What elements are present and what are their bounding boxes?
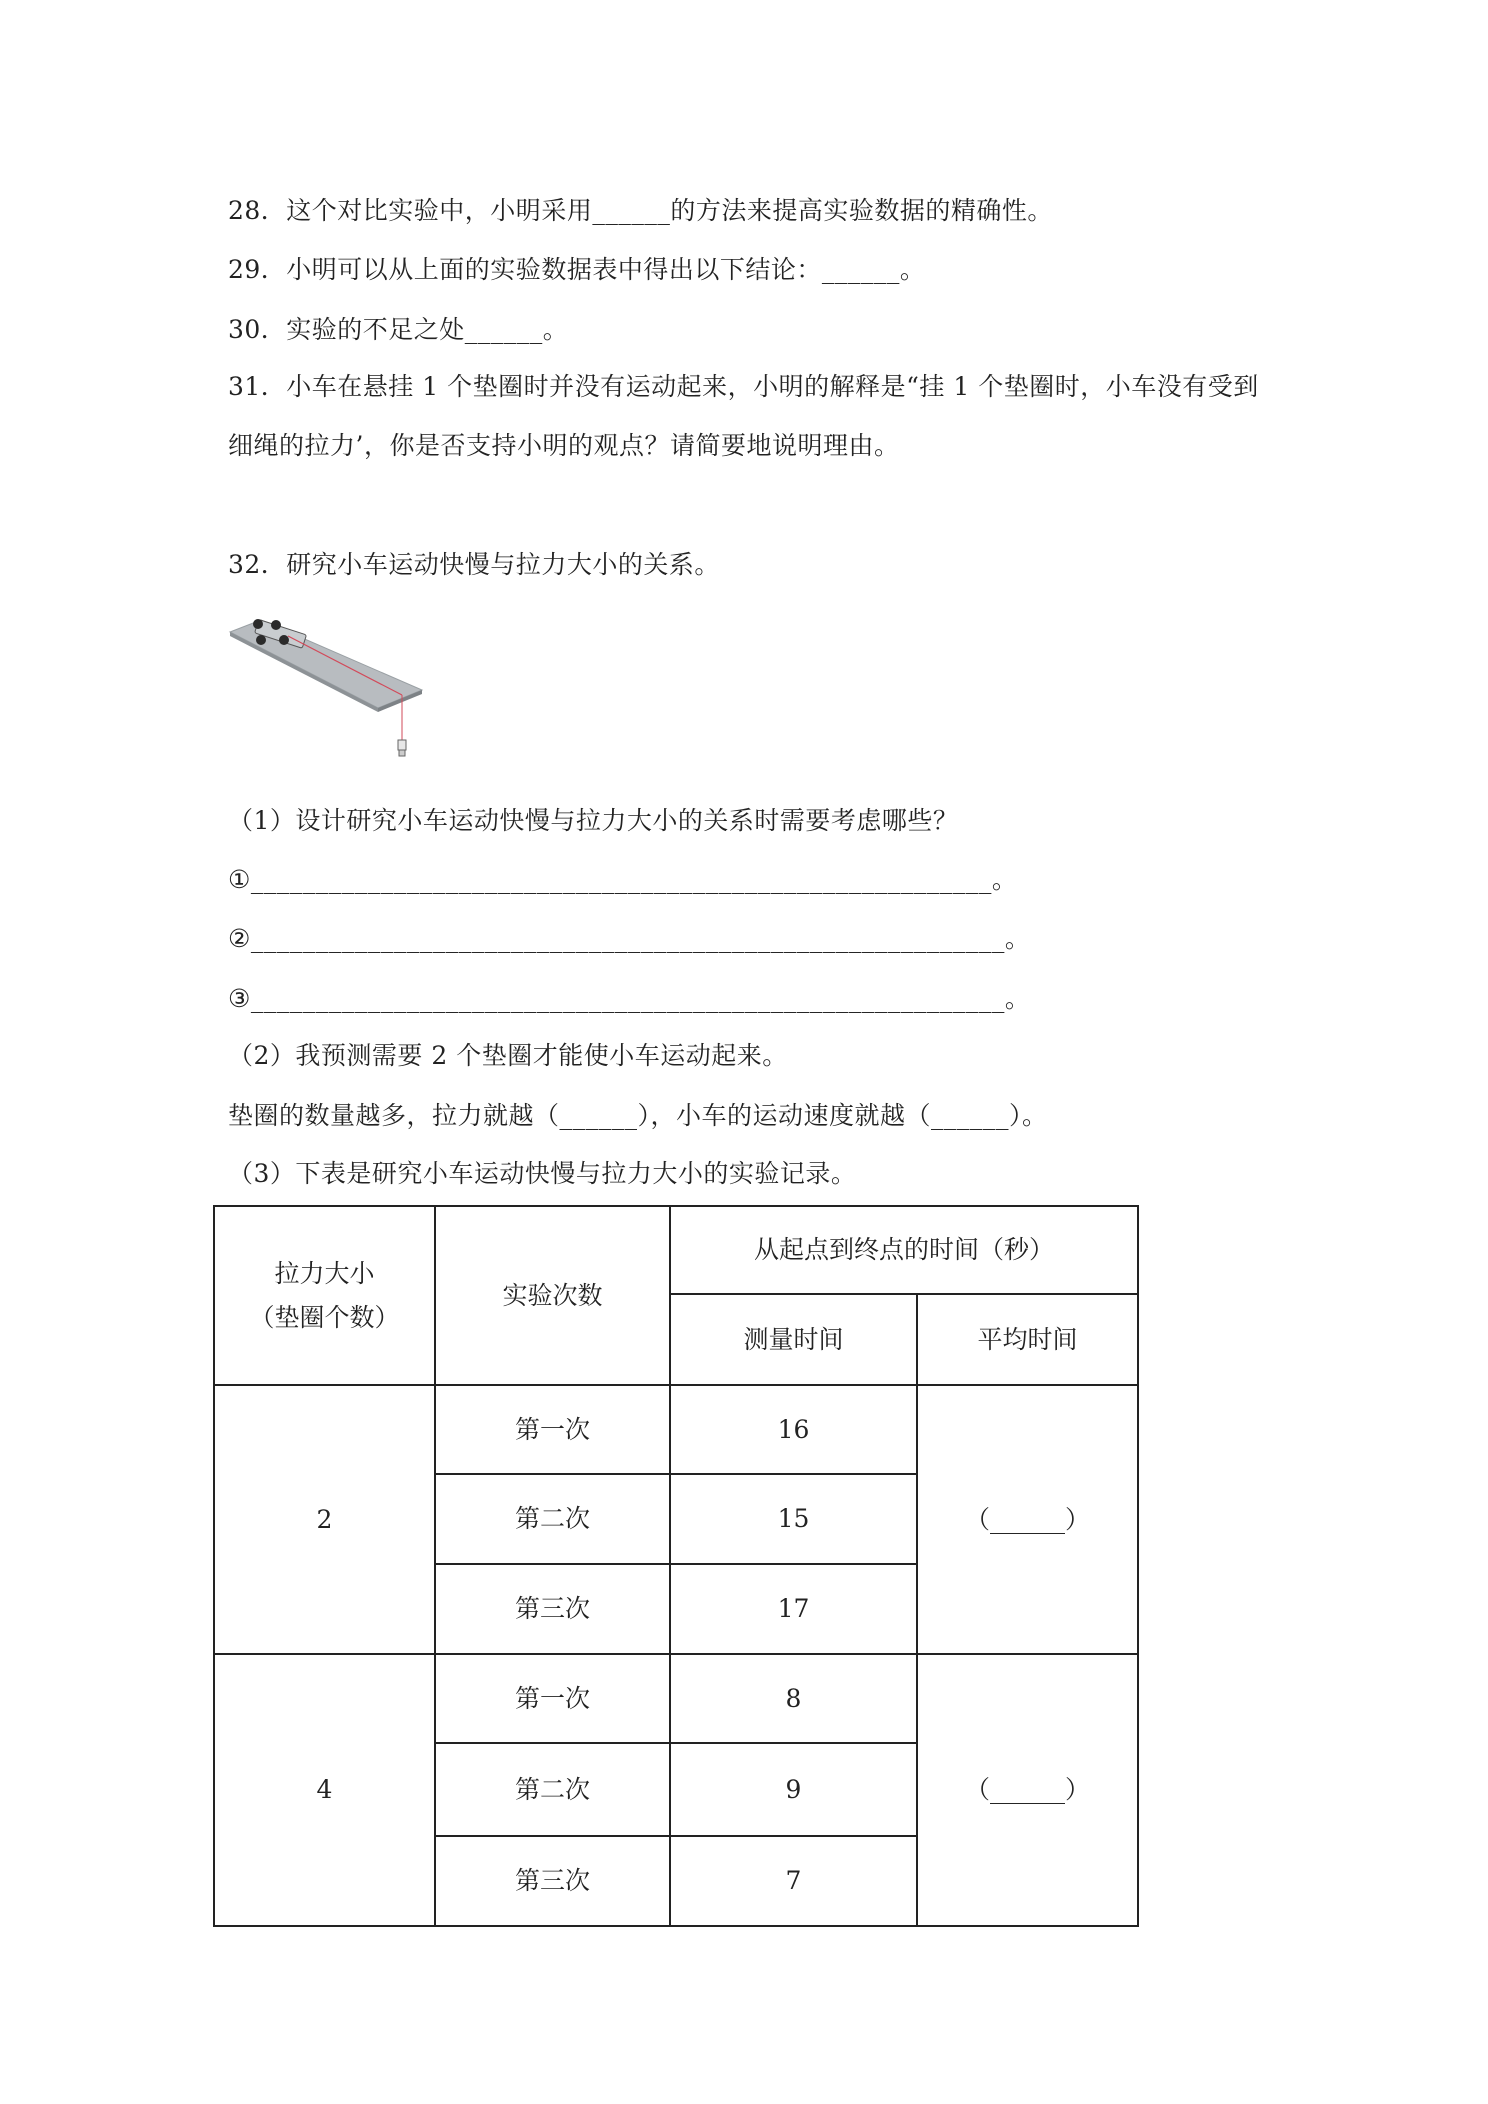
time-cell: 15 xyxy=(670,1474,917,1564)
average-answer-blank[interactable]: （______） xyxy=(917,1385,1138,1654)
time-cell: 16 xyxy=(670,1385,917,1474)
question-32: 32．研究小车运动快慢与拉力大小的关系。 xyxy=(228,550,720,579)
average-answer-blank[interactable]: （______） xyxy=(917,1654,1138,1926)
question-28: 28．这个对比实验中，小明采用______的方法来提高实验数据的精确性。 xyxy=(228,196,1053,225)
question-31-line-1: 31．小车在悬挂 1 个垫圈时并没有运动起来，小明的解释是“挂 1 个垫圈时，小车没有受到 xyxy=(228,372,1259,401)
part-2-statement[interactable]: 垫圈的数量越多，拉力就越（______），小车的运动速度就越（______）。 xyxy=(228,1101,1048,1130)
part-1-item-3[interactable]: ③__________________________________________________________。 xyxy=(228,984,1031,1013)
trial-cell: 第三次 xyxy=(435,1836,670,1926)
experiment-record-table xyxy=(213,1205,1139,1927)
question-29: 29．小明可以从上面的实验数据表中得出以下结论：______。 xyxy=(228,255,926,284)
trial-cell: 第一次 xyxy=(435,1385,670,1474)
header-measured-time: 测量时间 xyxy=(670,1294,917,1385)
part-3-prompt: （3）下表是研究小车运动快慢与拉力大小的实验记录。 xyxy=(228,1159,857,1188)
force-value-cell: 2 xyxy=(214,1385,435,1654)
part-2-prompt: （2）我预测需要 2 个垫圈才能使小车运动起来。 xyxy=(228,1041,788,1070)
header-force-unit: （垫圈个数） xyxy=(249,1302,400,1332)
header-time-group: 从起点到终点的时间（秒） xyxy=(670,1206,1138,1294)
header-force-cell xyxy=(214,1206,435,1385)
trial-cell: 第一次 xyxy=(435,1654,670,1743)
time-cell: 7 xyxy=(670,1836,917,1926)
question-30: 30．实验的不足之处______。 xyxy=(228,315,569,344)
part-1-prompt: （1）设计研究小车运动快慢与拉力大小的关系时需要考虑哪些？ xyxy=(228,806,959,835)
cart-on-track-illustration xyxy=(228,612,428,772)
trial-cell: 第二次 xyxy=(435,1474,670,1564)
question-31-line-2: 细绳的拉力’，你是否支持小明的观点？请简要地说明理由。 xyxy=(228,431,900,460)
part-1-item-1[interactable]: ①_________________________________________________________。 xyxy=(228,865,1018,894)
time-cell: 17 xyxy=(670,1564,917,1654)
time-cell: 8 xyxy=(670,1654,917,1743)
trial-cell: 第三次 xyxy=(435,1564,670,1654)
header-force-label: 拉力大小 xyxy=(274,1258,375,1288)
part-1-item-2[interactable]: ②__________________________________________________________。 xyxy=(228,924,1031,953)
trial-cell: 第二次 xyxy=(435,1743,670,1836)
header-trial: 实验次数 xyxy=(435,1206,670,1385)
time-cell: 9 xyxy=(670,1743,917,1836)
header-average-time: 平均时间 xyxy=(917,1294,1138,1385)
force-value-cell: 4 xyxy=(214,1654,435,1926)
